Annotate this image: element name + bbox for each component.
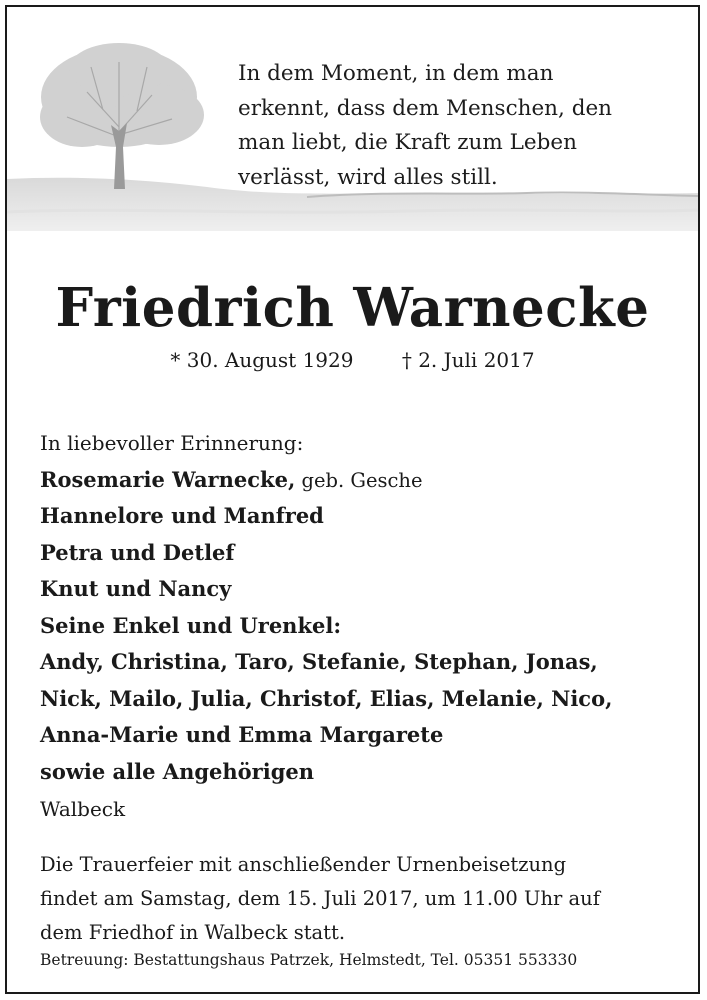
ceremony-line: findet am Samstag, dem 15. Juli 2017, um 11.00 Uhr auf	[40, 887, 600, 910]
mourner-line: Petra und Detlef	[40, 539, 235, 565]
quote-line: man liebt, die Kraft zum Leben	[238, 130, 577, 155]
spouse-maiden-name: geb. Gesche	[295, 468, 423, 492]
funeral-home-contact: Betreuung: Bestattungshaus Patrzek, Helmstedt, Tel. 05351 553330	[40, 951, 578, 969]
mourners-intro: In liebevoller Erinnerung:	[40, 431, 304, 455]
deceased-name: Friedrich Warnecke	[55, 277, 650, 339]
ceremony-line: Die Trauerfeier mit anschließender Urnenbeisetzung	[40, 853, 567, 876]
mourner-line: Andy, Christina, Taro, Stefanie, Stephan, Jonas,	[40, 649, 598, 674]
quote-line: In dem Moment, in dem man	[238, 61, 554, 86]
mourners-list	[40, 425, 690, 790]
quote-text	[238, 57, 678, 195]
mourner-line: Knut und Nancy	[40, 576, 232, 601]
mourner-line: sowie alle Angehörigen	[40, 758, 315, 784]
mourner-line: Anna-Marie und Emma Margarete	[40, 722, 444, 747]
place-name: Walbeck	[40, 797, 126, 821]
mourner-line: Hannelore und Manfred	[40, 503, 324, 528]
birth-date: * 30. August 1929	[170, 348, 354, 372]
obituary-notice	[5, 5, 700, 994]
mourner-line: Nick, Mailo, Julia, Christof, Elias, Melanie, Nico,	[40, 685, 613, 711]
death-date: † 2. Juli 2017	[401, 348, 535, 372]
life-dates	[7, 348, 698, 372]
quote-line: verlässt, wird alles still.	[238, 164, 498, 190]
spouse-name: Rosemarie Warnecke,	[40, 466, 296, 492]
mourner-spouse	[40, 462, 690, 499]
ceremony-info	[40, 848, 690, 950]
mourner-line: Seine Enkel und Urenkel:	[40, 612, 342, 638]
quote-line: erkennt, dass dem Menschen, den	[238, 95, 613, 121]
ceremony-line: dem Friedhof in Walbeck statt.	[40, 921, 346, 944]
